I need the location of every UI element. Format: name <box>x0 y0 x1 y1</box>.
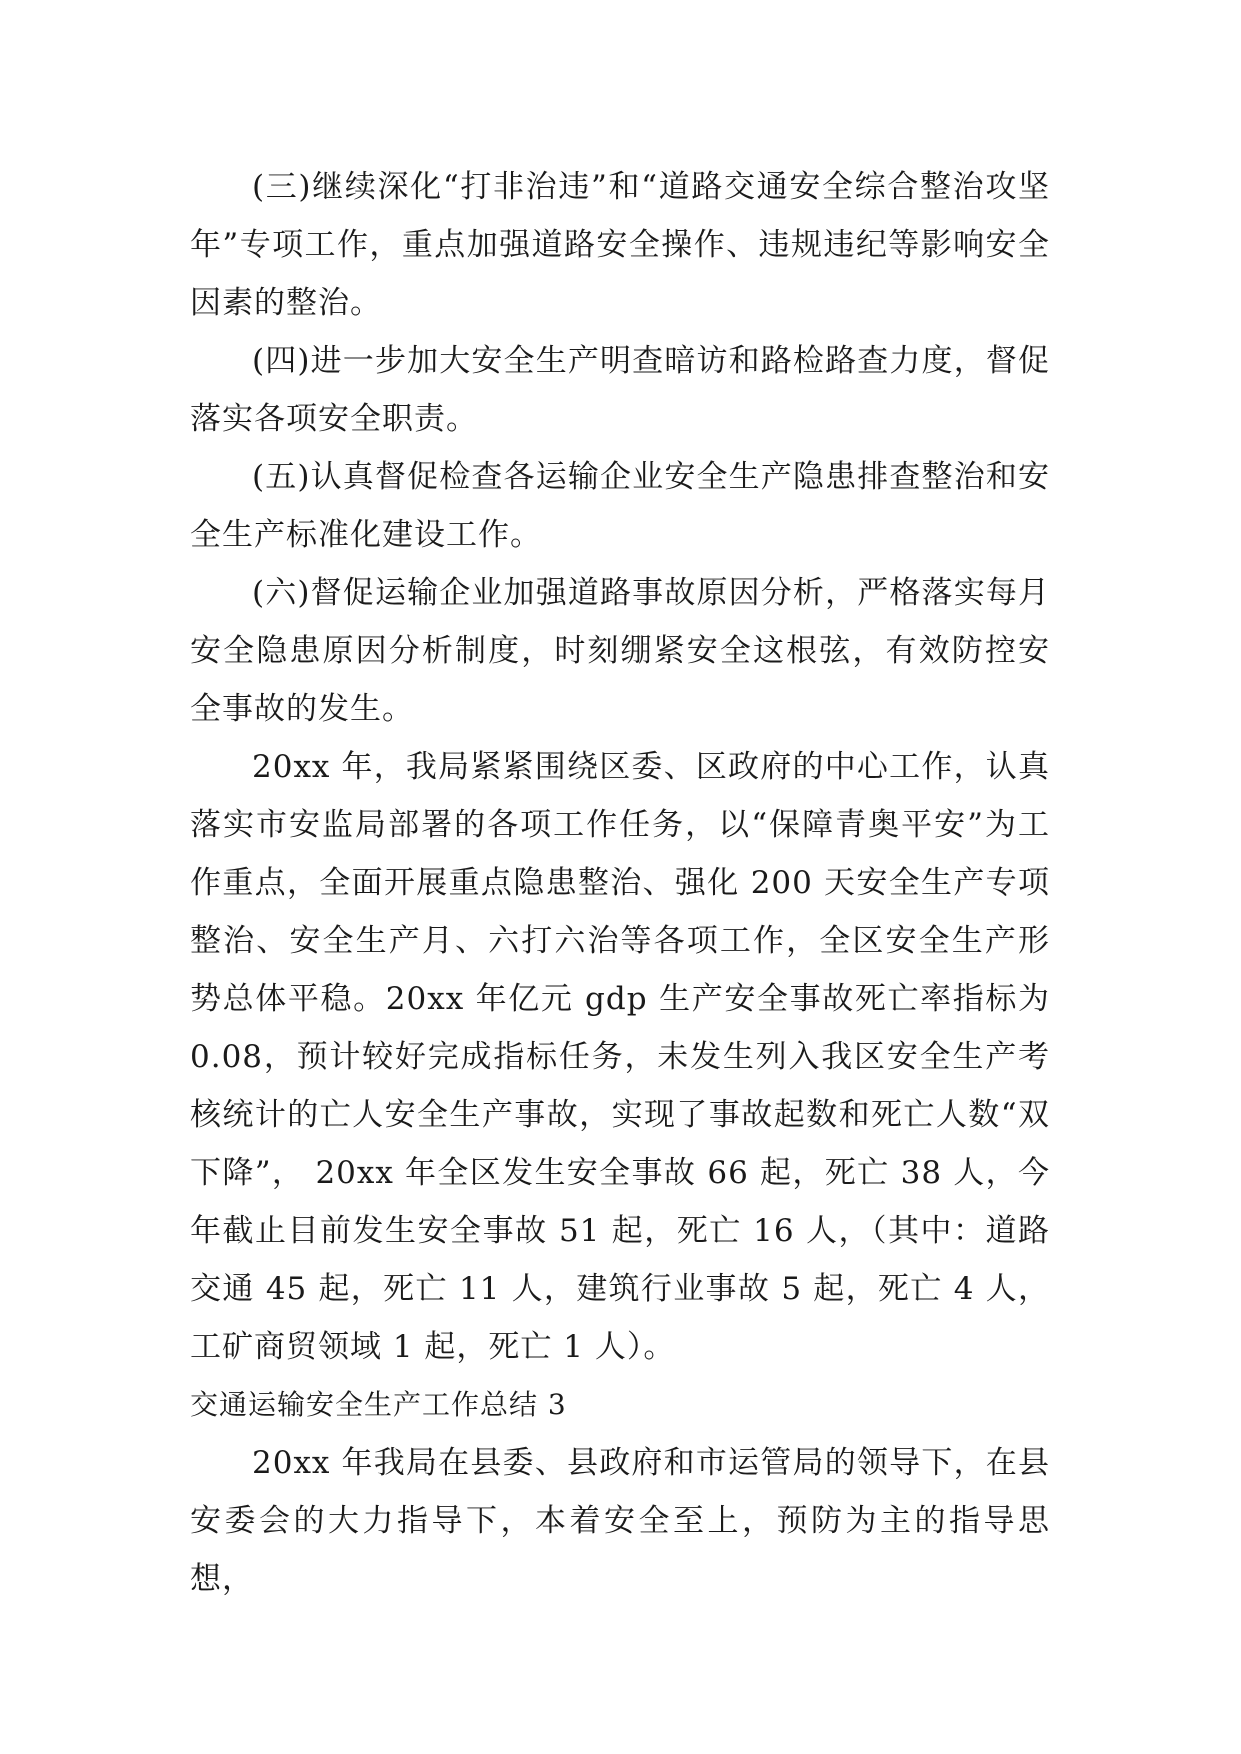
paragraph-closing: 20xx 年我局在县委、县政府和市运管局的领导下，在县安委会的大力指导下，本着安全至上，预防为主的指导思想， <box>190 1445 1050 1597</box>
paragraph-item-4: (四)进一步加大安全生产明查暗访和路检路查力度，督促落实各项安全职责。 <box>190 343 1050 437</box>
document-body <box>190 158 1050 1608</box>
paragraph-item-5: (五)认真督促检查各运输企业安全生产隐患排查整治和安全生产标准化建设工作。 <box>190 459 1050 553</box>
paragraph-summary: 20xx 年，我局紧紧围绕区委、区政府的中心工作，认真落实市安监局部署的各项工作任务，以“保障青奥平安”为工作重点，全面开展重点隐患整治、强化 200 天安全生产专项整治、安全生产月、六打六治等各项工作，全区安全生产形势总体平稳。20xx 年亿元 gdp 生产安全事故死亡率指标为0.08，预计较好完成指标任务，未发生列入我区安全生产考核统计的亡人安全生产事故，实现了事故起数和死亡人数“双下降”， 20xx 年全区发生安全事故 66 起，死亡 38 人，今年截止目前发生安全事故 51 起，死亡 16 人，（其中：道路交通 45 起，死亡 11 人，建筑行业事故 5 起，死亡 4 人，工矿商贸领域 1 起，死亡 1 人）。 <box>190 749 1050 1365</box>
section-heading: 交通运输安全生产工作总结 3 <box>190 1388 567 1421</box>
paragraph-item-3: (三)继续深化“打非治违”和“道路交通安全综合整治攻坚年”专项工作，重点加强道路安全操作、违规违纪等影响安全因素的整治。 <box>190 169 1050 321</box>
paragraph-item-6: (六)督促运输企业加强道路事故原因分析，严格落实每月安全隐患原因分析制度，时刻绷紧安全这根弦，有效防控安全事故的发生。 <box>190 575 1050 727</box>
